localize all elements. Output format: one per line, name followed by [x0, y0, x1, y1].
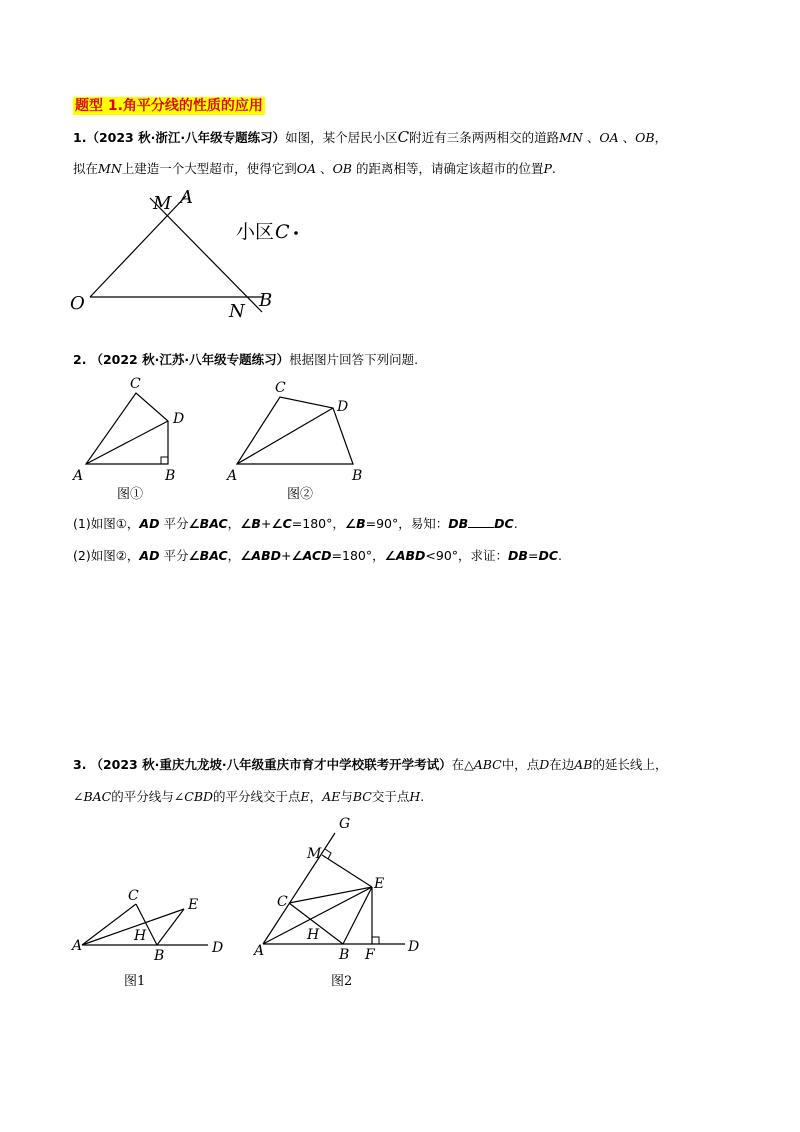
q2-sub1-t2: ，	[227, 516, 241, 531]
q2-sub2-angle-acd: ∠ACD	[291, 548, 332, 563]
q2-sub2-db: DB	[508, 548, 528, 563]
q2-fig1-caption: 图①	[117, 487, 144, 502]
q2-sub2-t3: +	[280, 548, 292, 563]
q3-fig2-line-me	[322, 855, 372, 887]
q2-fig1-a: A	[73, 468, 84, 484]
q2-sub1-db: DB	[448, 516, 469, 531]
q1-point-c: C	[397, 128, 410, 146]
q2-sub1-ad: AD	[139, 516, 160, 531]
q3-fig2-a: A	[254, 943, 265, 959]
q3-triangle: △ABC	[464, 757, 502, 772]
q3-fig2-f: F	[365, 947, 375, 963]
q2-sub2-end: .	[558, 548, 562, 563]
q3-fig2-line-ag	[263, 833, 335, 944]
q3-point-d: D	[539, 757, 550, 772]
q2-fig2-b: B	[352, 468, 363, 484]
q3-fig2-line-ce	[289, 887, 372, 903]
q3-fig2-caption: 图2	[331, 974, 353, 989]
q1-text2: 附近有三条两两相交的道路	[409, 130, 560, 145]
q1-sep1: 、	[586, 130, 600, 145]
q3-angle-bac: ∠BAC	[73, 789, 112, 804]
q1-road-mn: MN	[559, 130, 583, 145]
q2-sub1-t3: +	[260, 516, 272, 531]
q3-line-ae: AE	[322, 789, 341, 804]
q3-point-e: E	[300, 789, 310, 804]
q3-t9: 交于点	[371, 789, 410, 804]
q1-community-label: 小区	[236, 221, 275, 243]
q1-road-ob-2: OB	[332, 161, 352, 176]
q2-fig1-c: C	[130, 376, 141, 392]
q1-sep3: 、	[320, 161, 333, 176]
q2-sub1-dc: DC	[494, 516, 514, 531]
q1-line2a: 拟在	[73, 161, 99, 176]
q3-point-h: H	[409, 789, 421, 804]
q1-text1: 如图，某个居民小区	[285, 130, 398, 145]
q1-source: （2023 秋·浙江·八年级专题练习）	[86, 130, 286, 145]
q1-road-oa: OA	[599, 130, 619, 145]
q2-source: （2022 秋·江苏·八年级专题练习）	[90, 352, 290, 367]
q3-t5: 的平分线与	[111, 789, 174, 804]
q3-fig1-h: H	[134, 928, 147, 944]
q1-comma: ，	[654, 130, 668, 145]
q2-sub2-prefix: (2)如图②，	[73, 548, 140, 563]
q2-number: 2.	[73, 352, 87, 367]
q3-fig1-d: D	[212, 940, 224, 956]
q3-fig1-caption: 图1	[124, 974, 146, 989]
q2-sub1-angle-c: ∠C	[271, 516, 292, 531]
q2-fig2-caption: 图②	[287, 487, 314, 502]
q1-line2c: 的距离相等，请确定该超市的位置	[355, 161, 544, 176]
q2-sub2-ad: AD	[139, 548, 160, 563]
q3-fig2-d: D	[408, 939, 420, 955]
q2-sub2-t5: <90°，求证：	[425, 548, 509, 563]
q3-fig1-line-ac	[82, 904, 136, 945]
q2-fig2-a: A	[227, 468, 238, 484]
q2-fig2-c: C	[275, 380, 286, 396]
q2-sub2-t4: =180°，	[331, 548, 385, 563]
q3-fig2-h: H	[307, 927, 320, 943]
q2-sub2-dc: DC	[538, 548, 558, 563]
q3-t4: 的延长线上，	[592, 757, 668, 772]
q3-number: 3.	[73, 757, 87, 772]
q3-fig1-c: C	[128, 888, 139, 904]
q2-sub2-t1: 平分	[159, 548, 189, 563]
q3-fig2-b: B	[339, 947, 350, 963]
q3-fig2-c: C	[277, 894, 288, 910]
q2-sub1-angle-b: ∠B	[240, 516, 261, 531]
q2-sub1-end: .	[513, 516, 518, 531]
q2-text: 根据图片回答下列问题.	[289, 352, 419, 367]
q2-fig1-d: D	[173, 411, 185, 427]
q3-source: （2023 秋·重庆九龙坡·八年级重庆市育才中学校联考开学考试）	[90, 757, 452, 772]
q2-fig2-d: D	[337, 399, 349, 415]
q3-fig2-e: E	[374, 876, 385, 892]
q3-fig1-a: A	[72, 938, 83, 954]
q3-fig1-e: E	[188, 897, 199, 913]
q1-label-o: O	[70, 293, 85, 314]
q2-sub1-angle-bac: ∠BAC	[188, 516, 228, 531]
q2-sub1-prefix: (1)如图①，	[73, 516, 140, 531]
q3-t7: ，	[309, 789, 323, 804]
q1-period: .	[551, 161, 556, 176]
q3-line-bc: BC	[352, 789, 372, 804]
q2-sub2-angle-bac: ∠BAC	[188, 548, 228, 563]
q2-sub1-angle-b2: ∠B	[344, 516, 366, 531]
q3-fig1-b: B	[154, 948, 165, 964]
q1-label-n: N	[229, 301, 245, 322]
q2-sub2-t2: ，	[227, 548, 241, 563]
q3-fig2-m: M	[307, 846, 322, 862]
q3-fig2-right-angle-f	[372, 937, 379, 944]
q3-t6: 的平分线交于点	[213, 789, 301, 804]
q3-fig2-line-be	[343, 887, 372, 944]
q2-sub2-eq: =	[527, 548, 539, 563]
q1-label-c: C	[275, 221, 290, 243]
q2-sub1-t4: =180°，	[291, 516, 345, 531]
q2-sub2-angle-abd2: ∠ABD	[384, 548, 426, 563]
q1-road-ob: OB	[635, 130, 655, 145]
q2-sub1-t1: 平分	[159, 516, 189, 531]
q3-t2: 中，点	[501, 757, 540, 772]
q3-t1: 在	[451, 757, 465, 772]
q2-sub2-angle-abd: ∠ABD	[240, 548, 281, 563]
section-heading: 题型 1.角平分线的性质的应用	[75, 98, 263, 114]
q1-sep2: 、	[622, 130, 636, 145]
q3-side-ab: AB	[574, 757, 593, 772]
q3-fig2-g: G	[339, 816, 351, 832]
q2-fig1-b: B	[165, 468, 176, 484]
q2-sub1-t5: =90°，易知：	[365, 516, 449, 531]
q1-road-oa-2: OA	[296, 161, 317, 176]
q3-period: .	[420, 789, 425, 804]
q3-fig1-line-ae	[82, 909, 184, 945]
q1-point-p: P	[543, 161, 552, 176]
q1-road-mn-2: MN	[98, 161, 122, 176]
q1-label-a: A	[180, 187, 193, 208]
q1-label-m: M	[153, 193, 172, 214]
q1-label-b: B	[259, 290, 273, 311]
q3-t8: 与	[340, 789, 353, 804]
q3-angle-cbd: ∠CBD	[173, 789, 214, 804]
q3-t3: 在边	[549, 757, 575, 772]
q1-number: 1.	[73, 130, 87, 145]
q1-line2b: 上建造一个大型超市，使得它到	[121, 161, 297, 176]
